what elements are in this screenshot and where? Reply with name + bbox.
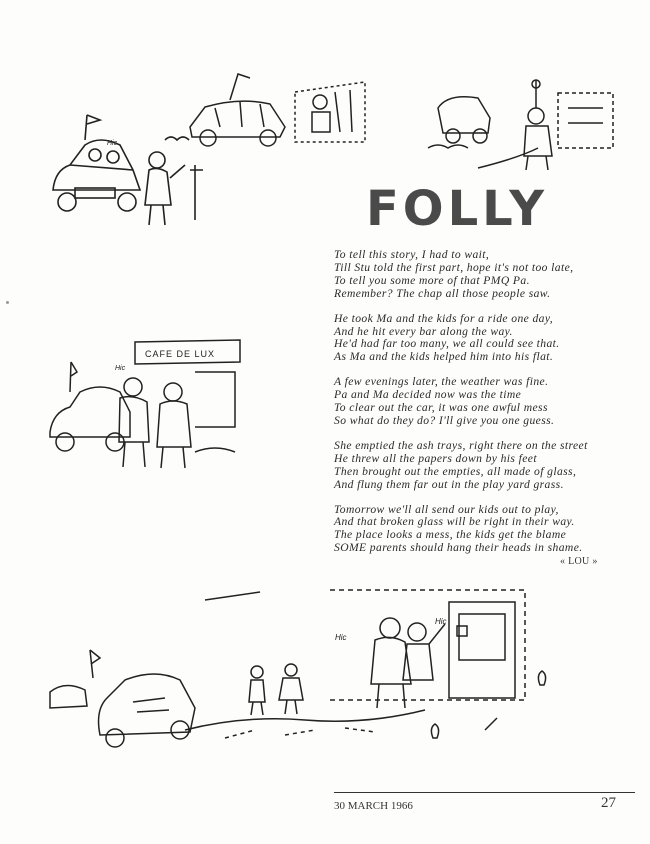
margin-dot [6,301,9,304]
cartoon-play-yard-scene [45,580,575,755]
cartoon-cafe-de-lux [45,332,245,477]
poem [334,249,634,567]
cartoon-lamp-man [418,78,618,170]
stanza [334,440,634,492]
footer-divider [334,792,635,793]
poem-line: Remember? The chap all those people saw. [334,286,551,300]
poem-line: He'd had far too many, we all could see that. [334,337,560,351]
stanza [334,504,634,556]
poem-line: Till Stu told the first part, hope it's not too late, [334,260,574,274]
poem-line: SOME parents should hang their heads in shame. [334,541,583,555]
hic-text-4: Hic [435,617,447,626]
hic-text-1: Hic [107,140,118,147]
poem-line: She emptied the ash trays, right there on the street [334,438,588,452]
poem-line: Pa and Ma decided now was the time [334,388,522,402]
poem-line: To tell you some more of that PMQ Pa. [334,273,530,287]
hic-text-2: Hic [115,365,126,372]
poem-line: So what do they do? I'll give you one guess. [334,413,555,427]
author-signature: « LOU » [560,556,598,567]
footer-date: 30 MARCH 1966 [334,800,413,812]
page-title: FOLLY [366,181,549,237]
poem-line: To clear out the car, it was one awful mess [334,401,548,415]
hic-text-3: Hic [335,633,347,642]
poem-line: And that broken glass will be right in their way. [334,515,575,529]
stanza [334,249,634,301]
poem-line: A few evenings later, the weather was fine. [334,375,549,389]
poem-line: He took Ma and the kids for a ride one day, [334,311,554,325]
poem-line: To tell this story, I had to wait, [334,248,490,261]
stanza [334,313,634,365]
poem-line: Tomorrow we'll all send our kids out to play, [334,502,559,516]
poem-line: The place looks a mess, the kids get the blame [334,528,567,542]
poem-line: He threw all the papers down by his feet [334,451,537,465]
poem-line: And flung them far out in the play yard grass. [334,477,564,491]
cartoon-street-car [180,72,370,162]
poem-line: And he hit every bar along the way. [334,324,513,338]
page-number: 27 [601,795,616,811]
poem-line: Then brought out the empties, all made of glass, [334,464,577,478]
cafe-sign-text: CAFE DE LUX [145,349,216,359]
stanza [334,376,634,428]
poem-line: As Ma and the kids helped him into his flat. [334,350,554,364]
